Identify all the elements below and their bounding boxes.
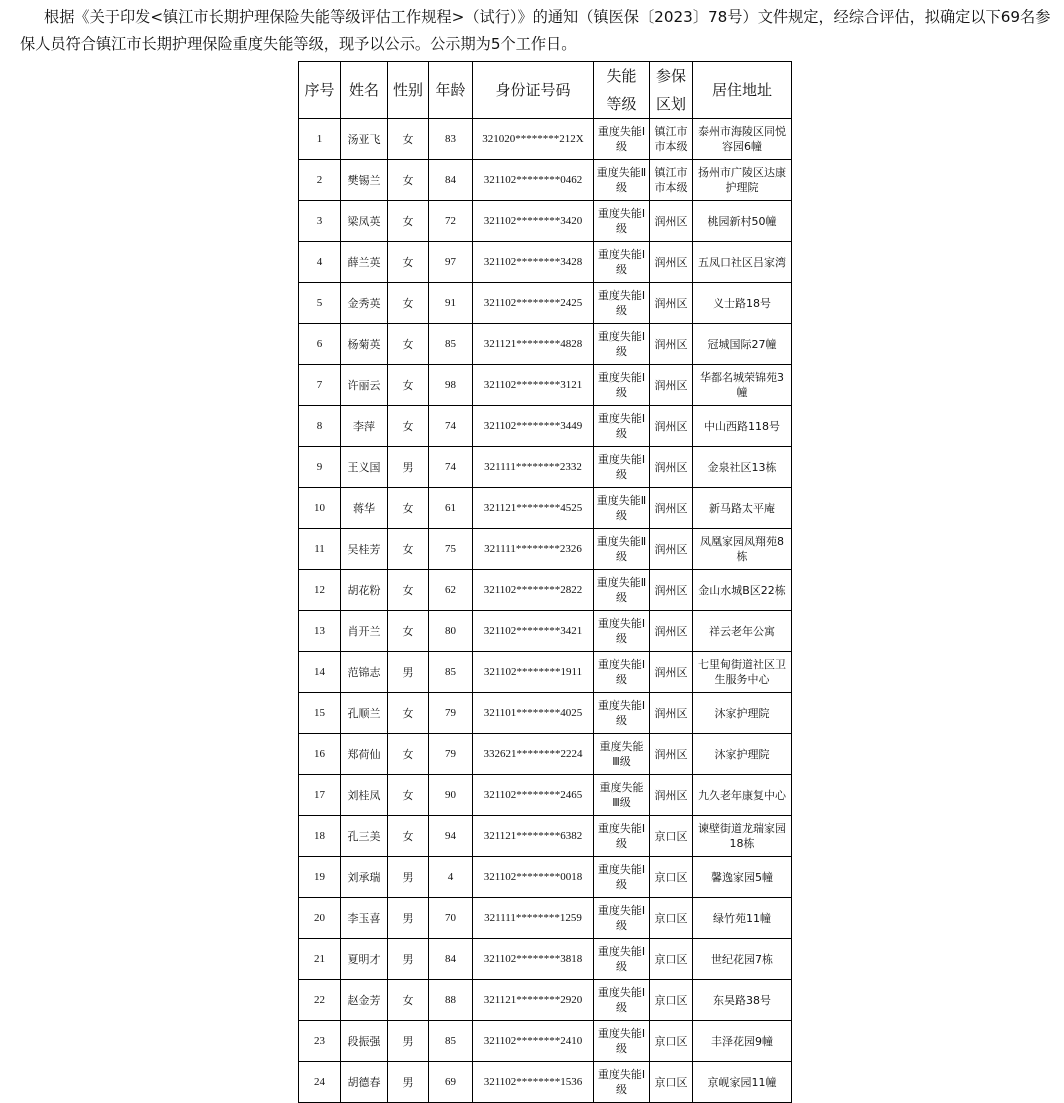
cell-seq: 13 bbox=[299, 611, 341, 652]
cell-district: 京口区 bbox=[650, 816, 693, 857]
table-row bbox=[299, 734, 792, 775]
intro-paragraph: 根据《关于印发<镇江市长期护理保险失能等级评估工作规程>（试行）》的通知（镇医保〔2023〕78号）文件规定，经综合评估，拟确定以下69名参保人员符合镇江市长期护理保险重度失能等级，现予以公示。公示期为5个工作日。 bbox=[20, 8, 1051, 53]
cell-age: 94 bbox=[429, 816, 473, 857]
cell-address: 华都名城荣锦苑3幢 bbox=[693, 365, 792, 406]
cell-name: 李玉喜 bbox=[341, 898, 388, 939]
cell-seq: 10 bbox=[299, 488, 341, 529]
cell-name: 孔顺兰 bbox=[341, 693, 388, 734]
cell-id: 321102********3818 bbox=[473, 939, 594, 980]
table-row bbox=[299, 1021, 792, 1062]
cell-id: 321121********6382 bbox=[473, 816, 594, 857]
cell-level: 重度失能Ⅰ级 bbox=[594, 119, 650, 160]
cell-gender: 女 bbox=[388, 611, 429, 652]
cell-district: 润州区 bbox=[650, 570, 693, 611]
cell-id: 321121********4525 bbox=[473, 488, 594, 529]
cell-address: 丰泽花园9幢 bbox=[693, 1021, 792, 1062]
header-name: 姓名 bbox=[341, 62, 388, 119]
cell-seq: 24 bbox=[299, 1062, 341, 1103]
table-row bbox=[299, 693, 792, 734]
cell-gender: 女 bbox=[388, 283, 429, 324]
table-row bbox=[299, 242, 792, 283]
cell-gender: 女 bbox=[388, 119, 429, 160]
cell-seq: 19 bbox=[299, 857, 341, 898]
cell-age: 75 bbox=[429, 529, 473, 570]
cell-name: 樊锡兰 bbox=[341, 160, 388, 201]
cell-gender: 男 bbox=[388, 652, 429, 693]
cell-level: 重度失能Ⅰ级 bbox=[594, 447, 650, 488]
header-address: 居住地址 bbox=[693, 62, 792, 119]
cell-level: 重度失能Ⅰ级 bbox=[594, 1062, 650, 1103]
header-level-line2: 等级 bbox=[606, 95, 637, 113]
cell-id: 321102********3121 bbox=[473, 365, 594, 406]
cell-age: 61 bbox=[429, 488, 473, 529]
cell-name: 郑荷仙 bbox=[341, 734, 388, 775]
cell-level: 重度失能Ⅱ级 bbox=[594, 570, 650, 611]
cell-name: 李萍 bbox=[341, 406, 388, 447]
cell-name: 胡德春 bbox=[341, 1062, 388, 1103]
cell-name: 赵金芳 bbox=[341, 980, 388, 1021]
header-age: 年龄 bbox=[429, 62, 473, 119]
cell-name: 汤亚飞 bbox=[341, 119, 388, 160]
cell-age: 80 bbox=[429, 611, 473, 652]
cell-address: 东昊路38号 bbox=[693, 980, 792, 1021]
cell-district: 润州区 bbox=[650, 611, 693, 652]
table-row bbox=[299, 939, 792, 980]
cell-gender: 女 bbox=[388, 201, 429, 242]
cell-seq: 7 bbox=[299, 365, 341, 406]
cell-level: 重度失能Ⅱ级 bbox=[594, 160, 650, 201]
cell-seq: 6 bbox=[299, 324, 341, 365]
cell-gender: 男 bbox=[388, 857, 429, 898]
table-row bbox=[299, 119, 792, 160]
cell-district: 润州区 bbox=[650, 775, 693, 816]
cell-address: 世纪花园7栋 bbox=[693, 939, 792, 980]
cell-gender: 女 bbox=[388, 693, 429, 734]
header-gender: 性别 bbox=[388, 62, 429, 119]
cell-level: 重度失能Ⅰ级 bbox=[594, 283, 650, 324]
cell-name: 夏明才 bbox=[341, 939, 388, 980]
cell-gender: 男 bbox=[388, 1062, 429, 1103]
cell-id: 321102********1536 bbox=[473, 1062, 594, 1103]
table-header-row bbox=[299, 62, 792, 119]
table-row bbox=[299, 570, 792, 611]
table-row bbox=[299, 324, 792, 365]
table-row bbox=[299, 283, 792, 324]
cell-address: 沐家护理院 bbox=[693, 693, 792, 734]
table-row bbox=[299, 447, 792, 488]
table-row bbox=[299, 980, 792, 1021]
cell-name: 范锦志 bbox=[341, 652, 388, 693]
cell-age: 88 bbox=[429, 980, 473, 1021]
table-row bbox=[299, 529, 792, 570]
cell-address: 金泉社区13栋 bbox=[693, 447, 792, 488]
cell-level: 重度失能Ⅲ级 bbox=[594, 734, 650, 775]
table-row bbox=[299, 201, 792, 242]
cell-name: 刘桂凤 bbox=[341, 775, 388, 816]
cell-seq: 21 bbox=[299, 939, 341, 980]
cell-address: 祥云老年公寓 bbox=[693, 611, 792, 652]
cell-district: 润州区 bbox=[650, 324, 693, 365]
cell-level: 重度失能Ⅰ级 bbox=[594, 939, 650, 980]
cell-address: 新马路太平庵 bbox=[693, 488, 792, 529]
cell-district: 镇江市市本级 bbox=[650, 160, 693, 201]
cell-id: 321102********0462 bbox=[473, 160, 594, 201]
cell-seq: 18 bbox=[299, 816, 341, 857]
cell-address: 义士路18号 bbox=[693, 283, 792, 324]
cell-address: 馨逸家园5幢 bbox=[693, 857, 792, 898]
cell-gender: 男 bbox=[388, 898, 429, 939]
cell-id: 321111********2326 bbox=[473, 529, 594, 570]
header-level-line1: 失能 bbox=[606, 67, 637, 85]
cell-address: 金山水城B区22栋 bbox=[693, 570, 792, 611]
header-district bbox=[650, 62, 693, 119]
cell-age: 69 bbox=[429, 1062, 473, 1103]
cell-district: 润州区 bbox=[650, 283, 693, 324]
cell-level: 重度失能Ⅰ级 bbox=[594, 652, 650, 693]
cell-district: 镇江市市本级 bbox=[650, 119, 693, 160]
cell-gender: 女 bbox=[388, 734, 429, 775]
cell-seq: 9 bbox=[299, 447, 341, 488]
table-row bbox=[299, 857, 792, 898]
cell-age: 84 bbox=[429, 160, 473, 201]
cell-gender: 女 bbox=[388, 775, 429, 816]
cell-district: 润州区 bbox=[650, 242, 693, 283]
cell-id: 321111********1259 bbox=[473, 898, 594, 939]
cell-age: 85 bbox=[429, 324, 473, 365]
cell-level: 重度失能Ⅰ级 bbox=[594, 324, 650, 365]
header-id: 身份证号码 bbox=[473, 62, 594, 119]
cell-district: 润州区 bbox=[650, 406, 693, 447]
cell-address: 扬州市广陵区达康护理院 bbox=[693, 160, 792, 201]
cell-level: 重度失能Ⅰ级 bbox=[594, 898, 650, 939]
cell-level: 重度失能Ⅱ级 bbox=[594, 488, 650, 529]
cell-id: 321102********1911 bbox=[473, 652, 594, 693]
table-row bbox=[299, 652, 792, 693]
cell-address: 桃园新村50幢 bbox=[693, 201, 792, 242]
cell-id: 321102********3449 bbox=[473, 406, 594, 447]
cell-age: 85 bbox=[429, 1021, 473, 1062]
cell-address: 七里甸街道社区卫生服务中心 bbox=[693, 652, 792, 693]
table-row bbox=[299, 898, 792, 939]
cell-id: 321102********3420 bbox=[473, 201, 594, 242]
cell-level: 重度失能Ⅰ级 bbox=[594, 816, 650, 857]
cell-name: 金秀英 bbox=[341, 283, 388, 324]
cell-seq: 2 bbox=[299, 160, 341, 201]
cell-level: 重度失能Ⅰ级 bbox=[594, 201, 650, 242]
cell-name: 刘承瑞 bbox=[341, 857, 388, 898]
cell-name: 王义国 bbox=[341, 447, 388, 488]
cell-level: 重度失能Ⅰ级 bbox=[594, 365, 650, 406]
cell-district: 润州区 bbox=[650, 734, 693, 775]
cell-level: 重度失能Ⅲ级 bbox=[594, 775, 650, 816]
cell-seq: 14 bbox=[299, 652, 341, 693]
cell-level: 重度失能Ⅱ级 bbox=[594, 529, 650, 570]
header-district-line1: 参保 bbox=[655, 67, 686, 85]
cell-district: 润州区 bbox=[650, 529, 693, 570]
cell-seq: 11 bbox=[299, 529, 341, 570]
cell-district: 京口区 bbox=[650, 1021, 693, 1062]
cell-district: 京口区 bbox=[650, 898, 693, 939]
cell-seq: 5 bbox=[299, 283, 341, 324]
table-row bbox=[299, 1062, 792, 1103]
cell-district: 润州区 bbox=[650, 693, 693, 734]
cell-id: 321102********2425 bbox=[473, 283, 594, 324]
cell-level: 重度失能Ⅰ级 bbox=[594, 980, 650, 1021]
cell-seq: 22 bbox=[299, 980, 341, 1021]
cell-name: 薛兰英 bbox=[341, 242, 388, 283]
cell-seq: 23 bbox=[299, 1021, 341, 1062]
cell-age: 83 bbox=[429, 119, 473, 160]
cell-gender: 女 bbox=[388, 406, 429, 447]
cell-seq: 12 bbox=[299, 570, 341, 611]
cell-name: 梁凤英 bbox=[341, 201, 388, 242]
cell-district: 润州区 bbox=[650, 488, 693, 529]
cell-gender: 女 bbox=[388, 570, 429, 611]
cell-level: 重度失能Ⅰ级 bbox=[594, 1021, 650, 1062]
cell-seq: 15 bbox=[299, 693, 341, 734]
cell-district: 润州区 bbox=[650, 652, 693, 693]
cell-id: 321111********2332 bbox=[473, 447, 594, 488]
cell-level: 重度失能Ⅰ级 bbox=[594, 406, 650, 447]
cell-id: 321102********2465 bbox=[473, 775, 594, 816]
cell-id: 321102********2822 bbox=[473, 570, 594, 611]
cell-age: 85 bbox=[429, 652, 473, 693]
cell-gender: 男 bbox=[388, 939, 429, 980]
cell-id: 321102********0018 bbox=[473, 857, 594, 898]
roster-table-wrapper bbox=[298, 61, 792, 1103]
cell-id: 321101********4025 bbox=[473, 693, 594, 734]
cell-level: 重度失能Ⅰ级 bbox=[594, 693, 650, 734]
cell-address: 冠城国际27幢 bbox=[693, 324, 792, 365]
cell-age: 90 bbox=[429, 775, 473, 816]
cell-id: 321121********2920 bbox=[473, 980, 594, 1021]
cell-seq: 4 bbox=[299, 242, 341, 283]
cell-age: 91 bbox=[429, 283, 473, 324]
table-row bbox=[299, 816, 792, 857]
cell-level: 重度失能Ⅰ级 bbox=[594, 857, 650, 898]
cell-address: 凤凰家园凤翔苑8栋 bbox=[693, 529, 792, 570]
cell-gender: 男 bbox=[388, 447, 429, 488]
cell-name: 段振强 bbox=[341, 1021, 388, 1062]
table-row bbox=[299, 775, 792, 816]
cell-level: 重度失能Ⅰ级 bbox=[594, 611, 650, 652]
cell-gender: 女 bbox=[388, 980, 429, 1021]
cell-gender: 女 bbox=[388, 242, 429, 283]
header-seq: 序号 bbox=[299, 62, 341, 119]
cell-seq: 8 bbox=[299, 406, 341, 447]
cell-age: 62 bbox=[429, 570, 473, 611]
cell-seq: 16 bbox=[299, 734, 341, 775]
cell-gender: 女 bbox=[388, 365, 429, 406]
cell-seq: 1 bbox=[299, 119, 341, 160]
cell-id: 321121********4828 bbox=[473, 324, 594, 365]
cell-id: 321102********2410 bbox=[473, 1021, 594, 1062]
cell-district: 京口区 bbox=[650, 1062, 693, 1103]
cell-name: 胡花粉 bbox=[341, 570, 388, 611]
cell-age: 70 bbox=[429, 898, 473, 939]
cell-address: 绿竹苑11幢 bbox=[693, 898, 792, 939]
cell-district: 润州区 bbox=[650, 365, 693, 406]
header-district-line2: 区划 bbox=[655, 95, 686, 113]
cell-age: 4 bbox=[429, 857, 473, 898]
header-level bbox=[594, 62, 650, 119]
cell-address: 沐家护理院 bbox=[693, 734, 792, 775]
roster-table bbox=[298, 61, 792, 1103]
cell-id: 321102********3428 bbox=[473, 242, 594, 283]
cell-name: 肖开兰 bbox=[341, 611, 388, 652]
cell-gender: 女 bbox=[388, 529, 429, 570]
cell-gender: 女 bbox=[388, 488, 429, 529]
cell-id: 321102********3421 bbox=[473, 611, 594, 652]
table-row bbox=[299, 160, 792, 201]
cell-seq: 20 bbox=[299, 898, 341, 939]
table-row bbox=[299, 488, 792, 529]
cell-name: 孔三美 bbox=[341, 816, 388, 857]
cell-gender: 女 bbox=[388, 816, 429, 857]
table-row bbox=[299, 365, 792, 406]
cell-age: 79 bbox=[429, 734, 473, 775]
cell-name: 许丽云 bbox=[341, 365, 388, 406]
cell-district: 京口区 bbox=[650, 857, 693, 898]
cell-age: 74 bbox=[429, 447, 473, 488]
table-row bbox=[299, 406, 792, 447]
cell-age: 84 bbox=[429, 939, 473, 980]
cell-district: 京口区 bbox=[650, 939, 693, 980]
cell-address: 九久老年康复中心 bbox=[693, 775, 792, 816]
cell-age: 79 bbox=[429, 693, 473, 734]
cell-gender: 男 bbox=[388, 1021, 429, 1062]
cell-address: 五凤口社区吕家湾 bbox=[693, 242, 792, 283]
cell-age: 98 bbox=[429, 365, 473, 406]
cell-seq: 17 bbox=[299, 775, 341, 816]
cell-age: 72 bbox=[429, 201, 473, 242]
table-row bbox=[299, 611, 792, 652]
cell-level: 重度失能Ⅰ级 bbox=[594, 242, 650, 283]
cell-id: 321020********212X bbox=[473, 119, 594, 160]
cell-address: 京岘家园11幢 bbox=[693, 1062, 792, 1103]
table-body bbox=[299, 119, 792, 1103]
cell-gender: 女 bbox=[388, 324, 429, 365]
cell-address: 谏壁街道龙瑞家园18栋 bbox=[693, 816, 792, 857]
cell-id: 332621********2224 bbox=[473, 734, 594, 775]
cell-name: 蒋华 bbox=[341, 488, 388, 529]
cell-age: 97 bbox=[429, 242, 473, 283]
cell-name: 吴桂芳 bbox=[341, 529, 388, 570]
cell-district: 润州区 bbox=[650, 201, 693, 242]
cell-address: 泰州市海陵区同悦容园6幢 bbox=[693, 119, 792, 160]
cell-gender: 女 bbox=[388, 160, 429, 201]
cell-district: 润州区 bbox=[650, 447, 693, 488]
cell-address: 中山西路118号 bbox=[693, 406, 792, 447]
cell-name: 杨菊英 bbox=[341, 324, 388, 365]
cell-district: 京口区 bbox=[650, 980, 693, 1021]
cell-age: 74 bbox=[429, 406, 473, 447]
cell-seq: 3 bbox=[299, 201, 341, 242]
